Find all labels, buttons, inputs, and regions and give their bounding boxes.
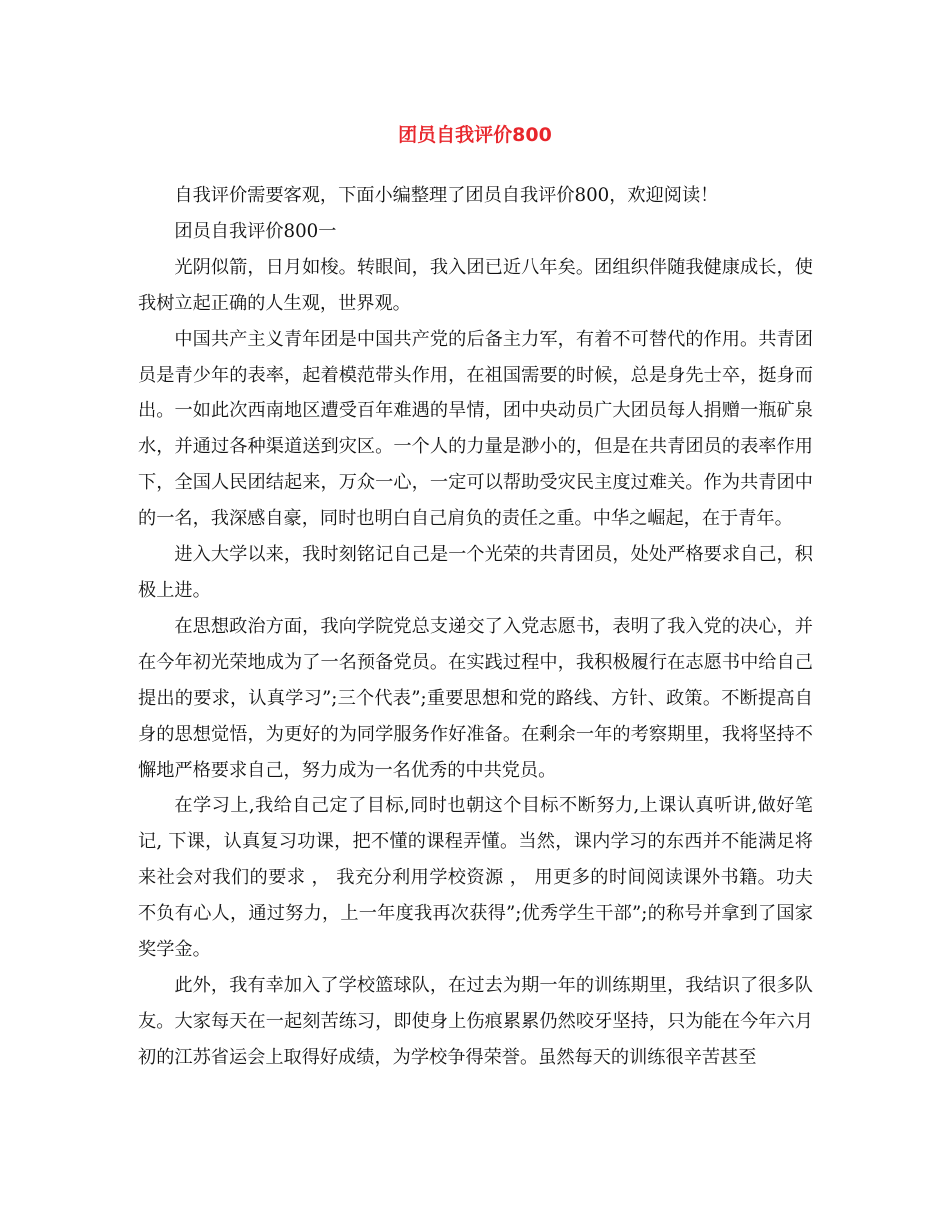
- body-paragraph: 此外，我有幸加入了学校篮球队，在过去为期一年的训练期里，我结识了很多队友。大家每天在一起刻苦练习，即使身上伤痕累累仍然咬牙坚持，只为能在今年六月初的江苏省运会上取得好成绩，为学校争得荣誉。虽然每天的训练很辛苦甚至: [138, 974, 813, 1068]
- body-paragraph: 在学习上,我给自己定了目标,同时也朝这个目标不断努力,上课认真听讲,做好笔记, 下课，认真复习功课，把不懂的课程弄懂。当然，课内学习的东西并不能满足将来社会对我们的要求 ， 我充分利用学校资源 ， 用更多的时间阅读课外书籍。功夫不负有心人，通过努力，上一年度我再次获得”;优秀学生干部”;的称号并拿到了国家奖学金。: [138, 795, 813, 961]
- document-body: [138, 178, 813, 1076]
- body-paragraph: 进入大学以来，我时刻铭记自己是一个光荣的共青团员，处处严格要求自己，积极上进。: [138, 544, 813, 601]
- section-heading: 团员自我评价800一: [174, 220, 337, 242]
- intro-paragraph: 自我评价需要客观，下面小编整理了团员自我评价800，欢迎阅读！: [174, 185, 719, 206]
- body-paragraph: 光阴似箭，日月如梭。转眼间，我入团已近八年矣。团组织伴随我健康成长，使我树立起正确的人生观，世界观。: [138, 256, 813, 314]
- document-title: 团员自我评价800: [398, 124, 552, 146]
- body-paragraph: 中国共产主义青年团是中国共产党的后备主力军，有着不可替代的作用。共青团员是青少年的表率，起着模范带头作用，在祖国需要的时候，总是身先士卒，挺身而出。一如此次西南地区遭受百年难遇的旱情，团中央动员广大团员每人捐赠一瓶矿泉水，并通过各种渠道送到灾区。一个人的力量是渺小的，但是在共青团员的表率作用下，全国人民团结起来，万众一心，一定可以帮助受灾民主度过难关。作为共青团中的一名，我深感自豪，同时也明白自己肩负的责任之重。中华之崛起，在于青年。: [138, 328, 813, 530]
- body-paragraph: 在思想政治方面，我向学院党总支递交了入党志愿书，表明了我入党的决心，并在今年初光荣地成为了一名预备党员。在实践过程中，我积极履行在志愿书中给自己提出的要求，认真学习”;三个代表”;重要思想和党的路线、方针、政策。不断提高自身的思想觉悟，为更好的为同学服务作好准备。在剩余一年的考察期里，我将坚持不懈地严格要求自己，努力成为一名优秀的中共党员。: [138, 615, 813, 781]
